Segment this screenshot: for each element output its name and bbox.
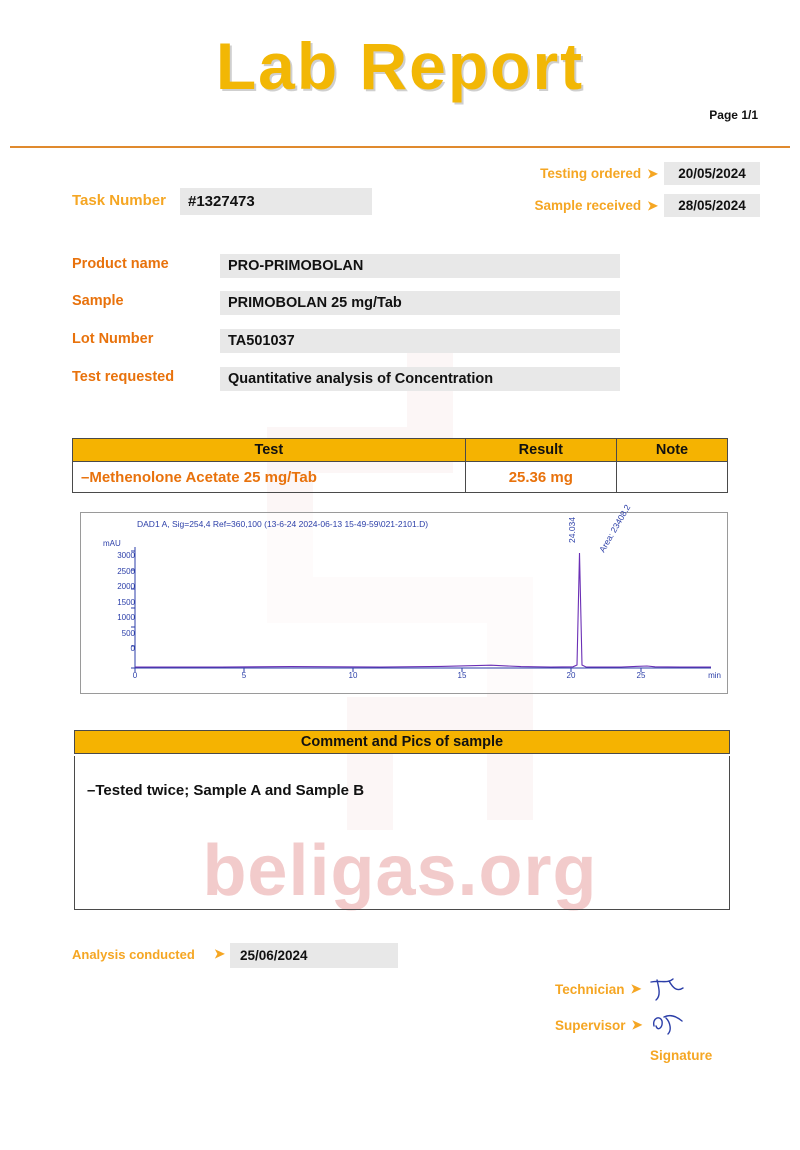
comment-section-header: Comment and Pics of sample (74, 730, 730, 754)
cell-test: –Methenolone Acetate 25 mg/Tab (73, 462, 466, 493)
table-row (73, 462, 728, 493)
comment-text: –Tested twice; Sample A and Sample B (87, 782, 365, 799)
x-tick: 0 (132, 671, 138, 680)
task-number-label: Task Number (72, 192, 166, 209)
chromatogram-peak-area-label: Area: 23408.2 (597, 502, 633, 554)
field-label: Product name (72, 256, 169, 272)
page-indicator: Page 1/1 (709, 108, 758, 122)
column-header-result: Result (465, 439, 616, 462)
supervisor-signature-icon (648, 1012, 692, 1038)
chromatogram-peak-retention-label: 24.034 (567, 517, 577, 543)
analysis-conducted-value: 25/06/2024 (230, 943, 398, 968)
y-tick: 2500 (117, 566, 135, 576)
field-label: Test requested (72, 369, 175, 385)
column-header-test: Test (73, 439, 466, 462)
arrow-icon: ➤ (631, 1017, 643, 1032)
supervisor-signature-row (555, 1012, 692, 1038)
field-sample (72, 291, 620, 315)
testing-ordered-value: 20/05/2024 (664, 162, 760, 185)
arrow-icon: ➤ (214, 946, 225, 961)
x-tick: 10 (348, 671, 358, 680)
field-product-name (72, 254, 620, 278)
chromatogram-y-unit: mAU (103, 539, 121, 548)
field-value: TA501037 (220, 329, 620, 353)
table-header-row (73, 439, 728, 462)
field-label: Lot Number (72, 331, 154, 347)
x-tick: 20 (566, 671, 576, 680)
field-value: Quantitative analysis of Concentration (220, 367, 620, 391)
field-value: PRO-PRIMOBOLAN (220, 254, 620, 278)
chromatogram-x-unit: min (708, 671, 721, 680)
y-tick: 3000 (117, 551, 135, 560)
chromatogram-caption: DAD1 A, Sig=254,4 Ref=360,100 (13-6-24 2024-06-13 15-49-59\021-2101.D) (137, 519, 429, 529)
comment-section-body (74, 756, 730, 910)
y-tick: 2000 (117, 582, 135, 591)
y-tick: 0 (130, 644, 135, 653)
arrow-icon: ➤ (630, 981, 642, 996)
field-label: Sample (72, 293, 124, 309)
technician-label: Technician (555, 981, 625, 997)
analysis-conducted-label: Analysis conducted (72, 947, 195, 962)
task-number-value: #1327473 (180, 188, 372, 215)
field-value: PRIMOBOLAN 25 mg/Tab (220, 291, 620, 315)
header-divider (10, 146, 790, 148)
technician-signature-icon (647, 976, 691, 1002)
y-tick: 1000 (117, 613, 135, 622)
cell-result: 25.36 mg (465, 462, 616, 493)
x-tick: 15 (457, 671, 467, 680)
signature-caption: Signature (650, 1048, 713, 1063)
chromatogram-trace (81, 513, 727, 693)
field-lot-number (72, 329, 620, 353)
column-header-note: Note (617, 439, 728, 462)
sample-received-value: 28/05/2024 (664, 194, 760, 217)
cell-note (617, 462, 728, 493)
x-tick: 5 (241, 671, 247, 680)
arrow-icon: ➤ (647, 165, 658, 181)
field-test-requested (72, 367, 620, 391)
supervisor-label: Supervisor (555, 1017, 626, 1033)
sample-received-label: Sample received (534, 198, 642, 213)
technician-signature-row (555, 976, 691, 1002)
results-table (72, 438, 728, 493)
testing-ordered-row (540, 162, 760, 185)
testing-ordered-label: Testing ordered (540, 166, 642, 181)
y-tick: 500 (121, 628, 135, 638)
chromatogram-plot (80, 502, 728, 694)
arrow-icon: ➤ (647, 197, 658, 213)
watermark-text: beligas.org (202, 831, 598, 911)
chromatogram-x-axis (81, 671, 729, 683)
page-title: Lab Report (215, 29, 585, 103)
sample-received-row (535, 194, 760, 217)
x-tick: 25 (636, 671, 646, 680)
y-tick: 1500 (117, 597, 135, 607)
